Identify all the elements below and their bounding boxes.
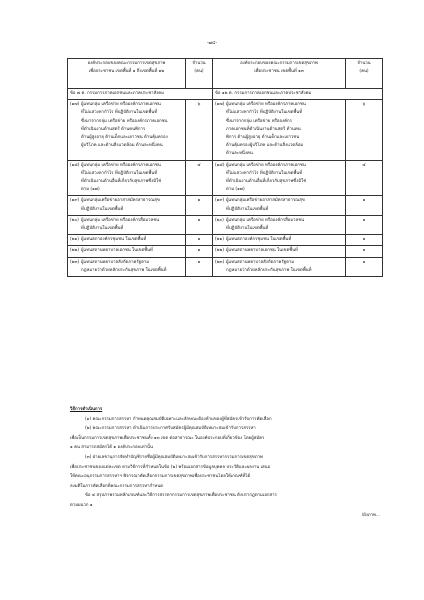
right-item-number: (๒๐) (215, 217, 224, 223)
right-member-count: ๑ (346, 235, 383, 246)
right-member-cell (213, 235, 346, 246)
procedure-item-1: (๑) คณะกรรมการสรรหา กำหนดคุณสมบัติเฉพาะและลักษณะต้องห้ามของผู้ที่สมัครเข้ารับการคัดเลือก (85, 416, 272, 422)
procedure-section (70, 405, 380, 518)
right-member-cell (213, 215, 346, 234)
right-member-text: ผู้แทนสภาองค์กรชุมชน ในเขตพื้นที่ (226, 237, 292, 243)
left-item-number: (๒๑) (70, 237, 79, 243)
table-header-row (68, 59, 383, 89)
left-member-text: ผู้แทนกลุ่มเครือข่ายอาสาสมัครสาธารณสุข (81, 198, 160, 204)
header-right-count: จำนวน (คน) (346, 59, 383, 89)
right-member-count: ๔ (346, 160, 383, 196)
right-member-cell (213, 196, 346, 215)
table-row (68, 100, 383, 160)
right-member-cell (213, 257, 346, 276)
section-right: ข้อ ๑๒ ค. กรรมการภาคเอกชนและภาคประชาสังคม (213, 89, 383, 100)
right-member-text: ที่ดำเนินงานด้านอื่นที่เกี่ยวกับสุขภาพซึ่งมิใช่ (226, 179, 307, 185)
right-member-text: กฎหมายว่าด้วยหลักประกันสุขภาพ ในเขตพื้นที่ (226, 267, 312, 273)
section-left: ข้อ ๗ ค. กรรมการภาคเอกชนและภาคประชาสังคม (68, 89, 213, 100)
header-right-org: องค์ประกอบของคณะกรรมการเขตสุขภาพ เพื่อประชาชน เขตพื้นที่ ๑๓ (213, 59, 346, 89)
right-member-count: ๑ (346, 196, 383, 215)
right-member-text: ที่ปฏิบัติงานในเขตพื้นที่ (226, 206, 269, 212)
right-member-text: ที่ไม่แสวงหากำไร ที่ปฏิบัติงานในเขตพื้นที่ (226, 170, 303, 176)
right-member-text: ตาม (๑๗) (226, 187, 245, 193)
right-member-text: ผู้แทนกลุ่ม เครือข่าย หรือองค์กรภาคเอกชน (226, 162, 306, 168)
left-member-cell (68, 160, 186, 196)
left-member-text: ผู้แทนสถานพยาบาลสังกัดภาครัฐตาม (81, 259, 150, 265)
committee-table (67, 58, 383, 277)
right-member-text: ผู้แทนสถานพยาบาลสังกัดภาครัฐตาม (226, 259, 295, 265)
left-member-text: ด้านผู้สูงอายุ ด้านเด็กและเยาวชน ด้านคุ้มครอง (81, 135, 168, 141)
left-member-count: ๔ (186, 160, 213, 196)
left-member-text: ตาม (๑๗) (81, 187, 100, 193)
left-member-text: ผู้แทนสถานพยาบาลเอกชน ในเขตพื้นที่ (81, 248, 153, 254)
right-member-text: ที่ปฏิบัติงานในเขตพื้นที่ (226, 226, 269, 232)
page-number: -๗๔- (206, 41, 218, 46)
table-row (68, 257, 383, 276)
left-member-count: ๑ (186, 235, 213, 246)
procedure-title: วิธีการดำเนินการ (70, 407, 103, 412)
left-member-count: ๑ (186, 215, 213, 234)
right-member-text: ด้านคุ้มครองผู้บริโภค และด้านสิ่งแวดล้อม (226, 143, 304, 149)
left-member-text: ผู้แทนสภาองค์กรชุมชน ในเขตพื้นที่ (81, 237, 147, 243)
left-member-text: ที่ปฏิบัติงานในเขตพื้นที่ (81, 226, 124, 232)
table-row (68, 196, 383, 215)
left-item-number: (๑๗) (70, 102, 80, 108)
right-member-count: ๖ (346, 100, 383, 160)
right-member-text: พิการ ด้านผู้สูงอายุ ด้านเด็กและเยาวชน (226, 135, 300, 141)
left-member-text: ที่ดำเนินงานด้านสตรี ด้านคนพิการ (81, 126, 146, 132)
right-member-text: ภาคเอกชนที่ดำเนินงานด้านสตรี ด้านคน (226, 126, 301, 132)
right-item-number: (๑๘) (215, 162, 225, 168)
left-member-text: ที่ดำเนินงานด้านอื่นที่เกี่ยวกับสุขภาพซึ่งมิใช่ (81, 179, 162, 185)
left-member-cell (68, 215, 186, 234)
right-member-count: ๑ (346, 257, 383, 276)
right-member-text: ผู้แทนกลุ่มเครือข่ายอาสาสมัครสาธารณสุข (226, 198, 305, 204)
table-row (68, 235, 383, 246)
left-member-text: ที่ไม่แสวงหากำไร ที่ปฏิบัติงานในเขตพื้นที่ (81, 110, 158, 116)
right-item-number: (๒๓) (215, 259, 225, 265)
left-member-cell (68, 100, 186, 160)
procedure-item-2: (๒) คณะกรรมการสรรหา ดำเนินการประกาศรับสมัครผู้มีคุณสมบัติเหมาะสมเข้ารับการสรรหา เพื่อเป็นกรรมการเขตสุขภาพเพื่อประชาชนทั้ง ๑๓ เขต ต่อสาธารณะ ในองค์ประกอบที่เกี่ยวข้อง โดยผู้สมัคร ๑ คน สามารถสมัครได้ ๑ องค์ประกอบเท่านั้น (70, 426, 265, 451)
left-member-text: ผู้แทนกลุ่ม เครือข่าย หรือองค์กรภาคเอกชน (81, 102, 161, 108)
left-item-number: (๑๙) (70, 198, 80, 204)
left-item-number: (๑๘) (70, 162, 80, 168)
right-member-text: ผู้แทนกลุ่ม เครือข่าย หรือองค์กรภาคเอกชน (226, 102, 306, 108)
left-member-text: กฎหมายว่าด้วยหลักประกันสุขภาพ ในเขตพื้นที่ (81, 267, 167, 273)
right-member-text: ที่ไม่แสวงหากำไร ที่ปฏิบัติงานในเขตพื้นที่ (226, 110, 303, 116)
header-left-org: องค์ประกอบของคณะกรรมการเขตสุขภาพ เพื่อประชาชน เขตพื้นที่ ๑ ถึงเขตพื้นที่ ๑๒ (68, 59, 186, 89)
left-member-text: ซึ่งมาจากกลุ่ม เครือข่าย หรือองค์กรภาคเอกชน (81, 118, 168, 124)
left-item-number: (๒๐) (70, 217, 79, 223)
right-member-count: ๑ (346, 246, 383, 257)
left-member-count: ๖ (186, 100, 213, 160)
left-member-count: ๑ (186, 257, 213, 276)
left-member-text: ที่ปฏิบัติงานในเขตพื้นที่ (81, 206, 124, 212)
right-item-number: (๒๒) (215, 248, 225, 254)
table-row (68, 246, 383, 257)
right-member-cell (213, 246, 346, 257)
left-item-number: (๒๒) (70, 248, 80, 254)
left-member-cell (68, 196, 186, 215)
right-member-cell (213, 100, 346, 160)
continue-marker: /ผังภาพ... (361, 512, 380, 518)
right-item-number: (๑๗) (215, 102, 225, 108)
left-member-count: ๑ (186, 196, 213, 215)
left-member-cell (68, 235, 186, 246)
left-member-cell (68, 246, 186, 257)
section-row (68, 89, 383, 100)
left-item-number: (๒๓) (70, 259, 80, 265)
left-member-text: ผู้แทนกลุ่ม เครือข่าย หรือองค์กรสื่อมวลชน (81, 217, 160, 223)
right-item-number: (๒๑) (215, 237, 224, 243)
procedure-item-4: ข้อ ๔ สรุปภาพรวมหลักเกณฑ์และวิธีการสรรหากรรมการเขตสุขภาพเพื่อประชาชน ดังปรากฏตามเอกสาร ตามผนวก ๑ (70, 493, 277, 508)
right-member-cell (213, 160, 346, 196)
left-member-count: ๑ (186, 246, 213, 257)
header-left-count: จำนวน (คน) (186, 59, 213, 89)
procedure-item-3: (๓) ฝ่ายเลขานุการจัดทำบัญชีรายชื่อผู้มีคุณสมบัติเหมาะสมเข้ารับการสรรหากรรมการเขตสุขภาพ เพื่อประชาชนของแต่ละเขต ตามวิธีการที่กำหนดในข้อ (๒) พร้อมเอกสารข้อมูลบุคคล ประวัติและผลงาน เสนอ ให้คณะอนุกรรมการสรรหาฯ พิจารณาคัดเลือกกรรมการเขตสุขภาพเพื่อประชาชนโดยให้เกณฑ์ที่ได้ ลงมติในการคัดเลือกที่คณะกรรมการสรรหากำหนด (70, 454, 271, 489)
left-member-text: ที่ไม่แสวงหากำไร ที่ปฏิบัติงานในเขตพื้นที่ (81, 170, 158, 176)
table-row (68, 160, 383, 196)
left-member-text: ผู้บริโภค และด้านสิ่งแวดล้อม ด้านละหนึ่งคน (81, 143, 163, 149)
right-member-text: ผู้แทนสถานพยาบาลเอกชน ในเขตพื้นที่ (226, 248, 298, 254)
right-member-count: ๑ (346, 215, 383, 234)
left-member-cell (68, 257, 186, 276)
right-item-number: (๑๙) (215, 198, 225, 204)
right-member-text: ผู้แทนกลุ่ม เครือข่าย หรือองค์กรสื่อมวลชน (226, 217, 305, 223)
table-row (68, 215, 383, 234)
right-member-text: ซึ่งมาจากกลุ่ม เครือข่าย หรือองค์กร (226, 118, 292, 124)
left-member-text: ผู้แทนกลุ่ม เครือข่าย หรือองค์กรภาคเอกชน (81, 162, 161, 168)
right-member-text: ด้านละหนึ่งคน (226, 151, 253, 157)
